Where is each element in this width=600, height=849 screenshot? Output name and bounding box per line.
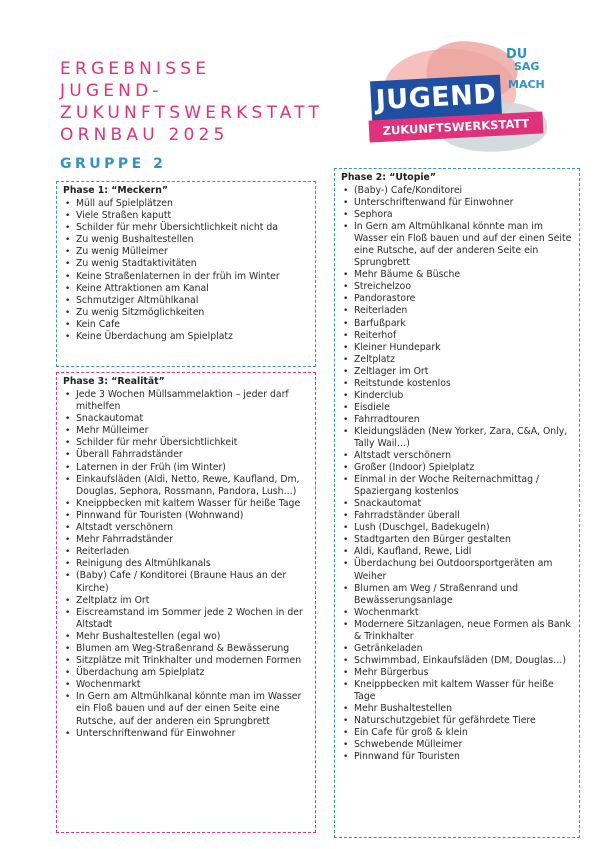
phase3-list-item: • Blumen am Weg-Straßenrand & Bewässerung bbox=[63, 643, 309, 655]
phase3-list bbox=[63, 389, 309, 740]
phase2-list-item: • Pinnwand für Touristen bbox=[341, 751, 573, 763]
phase3-list-item: • Überall Fahrradständer bbox=[63, 449, 309, 461]
phase2-list-item: • Streichelzoo bbox=[341, 281, 573, 293]
phase2-list-item: • Schwebende Mülleimer bbox=[341, 739, 573, 751]
phase2-list-item: • Großer (Indoor) Spielplatz bbox=[341, 462, 573, 474]
phase2-list-item: • Ein Cafe für groß & klein bbox=[341, 727, 573, 739]
phase2-list-item: • Pandorastore bbox=[341, 293, 573, 305]
phase1-list-item: • Keine Überdachung am Spielplatz bbox=[63, 331, 309, 343]
phase3-box bbox=[56, 372, 316, 833]
logo-zukunftswerkstatt-text: ZUKUNFTSWERKSTATT bbox=[369, 111, 544, 142]
phase2-list-item: • Blumen am Weg / Straßenrand und Bewässerungsanlage bbox=[341, 583, 573, 607]
phase3-list-item: • Zeltplatz im Ort bbox=[63, 595, 309, 607]
phase3-list-item: • Reinigung des Altmühlkanals bbox=[63, 558, 309, 570]
phase2-list-item: • Kinderclub bbox=[341, 390, 573, 402]
jugend-zukunftswerkstatt-logo bbox=[367, 42, 557, 152]
phase3-list-item: • Unterschriftenwand für Einwohner bbox=[63, 728, 309, 740]
phase2-list-item: • Lush (Duschgel, Badekugeln) bbox=[341, 522, 573, 534]
phase3-list-item: • Jede 3 Wochen Müllsammelaktion – jeder darf mithelfen bbox=[63, 389, 309, 413]
logo-sag-text: SAG bbox=[514, 60, 540, 73]
page-title bbox=[60, 58, 360, 172]
phase3-list-item: • (Baby) Cafe / Konditorei (Braune Haus an der Kirche) bbox=[63, 570, 309, 594]
phase2-list-item: • Kleiner Hundepark bbox=[341, 342, 573, 354]
phase1-list-item: • Keine Attraktionen am Kanal bbox=[63, 283, 309, 295]
phase1-list-item: • Schilder für mehr Übersichtlichkeit nicht da bbox=[63, 222, 309, 234]
phase2-list-item: • Fahrradständer überall bbox=[341, 510, 573, 522]
phase2-list-item: • Reiterladen bbox=[341, 305, 573, 317]
title-line: ERGEBNISSE bbox=[60, 59, 211, 79]
logo-jugend-text: JUGEND bbox=[370, 75, 502, 122]
phase3-list-item: • Altstadt verschönern bbox=[63, 522, 309, 534]
phase3-list-item: • In Gern am Altmühlkanal könnte man im Wasser ein Floß bauen und auf der einen Seite eine Rutsche, auf der anderen ein Sprungbrett bbox=[63, 691, 309, 727]
phase1-list-item: • Viele Straßen kaputt bbox=[63, 210, 309, 222]
phase2-list-item: • Mehr Bürgerbus bbox=[341, 667, 573, 679]
phase3-list-item: • Sitzplätze mit Trinkhalter und modernen Formen bbox=[63, 655, 309, 667]
phase3-list-item: • Schilder für mehr Übersichtlichkeit bbox=[63, 437, 309, 449]
phase3-list-item: • Überdachung am Spielplatz bbox=[63, 667, 309, 679]
phase2-box bbox=[334, 168, 580, 838]
phase2-list-item: • Getränkeladen bbox=[341, 643, 573, 655]
phase3-list-item: • Pinnwand für Touristen (Wohnwand) bbox=[63, 510, 309, 522]
phase2-list-item: • Kleidungsläden (New Yorker, Zara, C&A, Only, Tally Wail…) bbox=[341, 426, 573, 450]
phase2-title: Phase 2: “Utopie” bbox=[341, 172, 436, 183]
phase2-list-item: • Altstadt verschönern bbox=[341, 450, 573, 462]
phase2-list-item: • Kneippbecken mit kaltem Wasser für heiße Tage bbox=[341, 679, 573, 703]
group-label: GRUPPE 2 bbox=[60, 156, 167, 172]
phase2-list-item: • Überdachung bei Outdoorsportgeräten am Weiher bbox=[341, 558, 573, 582]
phase2-list-item: • Mehr Bäume & Büsche bbox=[341, 269, 573, 281]
phase2-list bbox=[341, 185, 573, 763]
phase3-list-item: • Mehr Bushaltestellen (egal wo) bbox=[63, 631, 309, 643]
phase2-list-item: • Zeltplatz bbox=[341, 354, 573, 366]
phase2-list-item: • Sephora bbox=[341, 209, 573, 221]
phase1-list-item: • Kein Cafe bbox=[63, 319, 309, 331]
phase2-list-item: • Reitstunde kostenlos bbox=[341, 378, 573, 390]
phase2-list-item: • Stadtgarten den Bürger gestalten bbox=[341, 534, 573, 546]
phase1-list-item: • Schmutziger Altmühlkanal bbox=[63, 295, 309, 307]
phase3-list-item: • Reiterladen bbox=[63, 546, 309, 558]
phase2-list-item: • Zeltlager im Ort bbox=[341, 366, 573, 378]
phase1-list-item: • Zu wenig Bushaltestellen bbox=[63, 234, 309, 246]
phase2-list-item: • Naturschutzgebiet für gefährdete Tiere bbox=[341, 715, 573, 727]
phase3-list-item: • Mehr Fahrradständer bbox=[63, 534, 309, 546]
phase1-box bbox=[56, 181, 316, 367]
phase2-list-item: • Barfußpark bbox=[341, 318, 573, 330]
phase1-list bbox=[63, 198, 309, 343]
phase3-list-item: • Wochenmarkt bbox=[63, 679, 309, 691]
phase2-list-item: • In Gern am Altmühlkanal könnte man im Wasser ein Floß bauen und auf der einen Seite eine Rutsche, auf der anderen Seite ein Sprungbrett bbox=[341, 221, 573, 269]
logo-du-text: DU bbox=[506, 47, 528, 62]
phase2-list-item: • (Baby-) Cafe/Konditorei bbox=[341, 185, 573, 197]
phase2-list-item: • Einmal in der Woche Reiternachmittag / Spaziergang kostenlos bbox=[341, 474, 573, 498]
phase2-list-item: • Snackautomat bbox=[341, 498, 573, 510]
phase2-list-item: • Wochenmarkt bbox=[341, 607, 573, 619]
phase3-list-item: • Mehr Mülleimer bbox=[63, 425, 309, 437]
phase3-list-item: • Snackautomat bbox=[63, 413, 309, 425]
title-line: JUGEND- bbox=[60, 81, 163, 101]
phase1-list-item: • Müll auf Spielplätzen bbox=[63, 198, 309, 210]
phase3-list-item: • Einkaufsläden (Aldi, Netto, Rewe, Kaufland, Dm, Douglas, Sephora, Rossmann, Pandora, Lush…) bbox=[63, 474, 309, 498]
phase2-list-item: • Mehr Bushaltestellen bbox=[341, 703, 573, 715]
phase2-list-item: • Schwimmbad, Einkaufsläden (DM, Douglas…) bbox=[341, 655, 573, 667]
logo-mach-text: MACH bbox=[508, 78, 545, 91]
title-line: ZUKUNFTSWERKSTATT bbox=[60, 103, 324, 123]
phase3-list-item: • Eiscreamstand im Sommer jede 2 Wochen in der Altstadt bbox=[63, 607, 309, 631]
title-line: ORNBAU 2025 bbox=[60, 125, 229, 145]
phase1-list-item: • Zu wenig Stadtaktivitäten bbox=[63, 258, 309, 270]
phase3-title: Phase 3: “Realität” bbox=[63, 376, 165, 387]
phase2-list-item: • Modernere Sitzanlagen, neue Formen als Bank & Trinkhalter bbox=[341, 619, 573, 643]
phase2-list-item: • Reiterhof bbox=[341, 330, 573, 342]
phase2-list-item: • Aldi, Kaufland, Rewe, Lidl bbox=[341, 546, 573, 558]
phase1-list-item: • Zu wenig Sitzmöglichkeiten bbox=[63, 307, 309, 319]
phase1-title: Phase 1: “Meckern” bbox=[63, 185, 168, 196]
phase3-list-item: • Kneippbecken mit kaltem Wasser für heiße Tage bbox=[63, 498, 309, 510]
phase2-list-item: • Unterschriftenwand für Einwohner bbox=[341, 197, 573, 209]
phase1-list-item: • Zu wenig Mülleimer bbox=[63, 246, 309, 258]
phase1-list-item: • Keine Straßenlaternen in der früh im Winter bbox=[63, 271, 309, 283]
phase2-list-item: • Eisdiele bbox=[341, 402, 573, 414]
phase3-list-item: • Laternen in der Früh (im Winter) bbox=[63, 462, 309, 474]
phase2-list-item: • Fahrradtouren bbox=[341, 414, 573, 426]
